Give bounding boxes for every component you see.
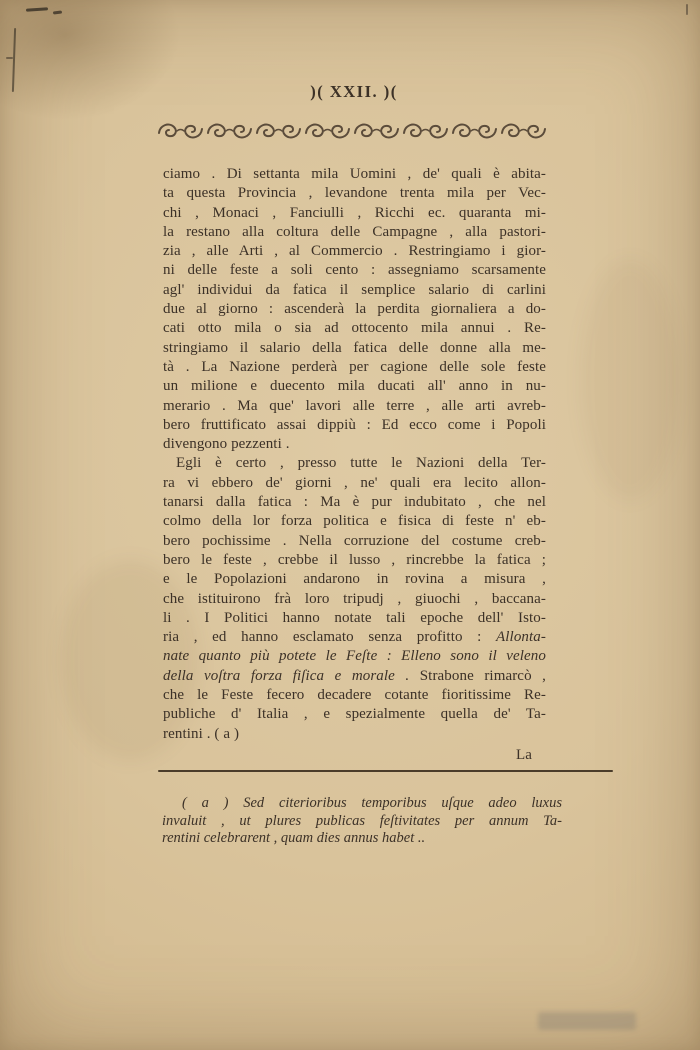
- text-line: [163, 667, 546, 686]
- text-line: [163, 397, 546, 416]
- text-line: [163, 184, 546, 203]
- text-run: bero fruttificato assai dippiù : Ed ecco come i Popoli: [163, 416, 546, 433]
- fleuron-ornament-band: [156, 117, 552, 145]
- text-line: [163, 474, 546, 493]
- text-line: [163, 300, 546, 319]
- text-run: rentini . ( a ): [163, 725, 240, 742]
- text-line: [163, 223, 546, 242]
- body-text: [163, 165, 546, 765]
- text-run: stringiamo il salario della fatica delle donne alla me-: [163, 339, 546, 356]
- footnote-rule: [158, 770, 613, 772]
- text-line: [163, 204, 546, 223]
- text-line: [163, 377, 546, 396]
- text-run: cati otto mila o sia ad ottocento mila annui . Re-: [163, 320, 546, 337]
- text-run: la restano alla coltura delle Campagne , alla pastori-: [163, 223, 546, 240]
- text-line: [163, 435, 546, 454]
- page-number: )( XXII. )(: [310, 82, 398, 101]
- text-run: ta questa Provincia , levandone trenta mila per Vec-: [163, 185, 546, 202]
- text-line: [163, 454, 546, 473]
- catchword: La: [515, 746, 532, 763]
- italic-text: Allonta-: [496, 629, 546, 646]
- paper-stain: [580, 260, 680, 500]
- text-run: due al giorno : ascenderà la perdita giornaliera a do-: [163, 301, 546, 318]
- text-line: [163, 686, 546, 705]
- text-line: [163, 532, 546, 551]
- text-line: [163, 551, 546, 570]
- text-run: che istituirono frà loro tripudj , giuochi , baccana-: [163, 590, 546, 607]
- text-run: colmo della lor forza politica e fisica di feste n' eb-: [163, 513, 546, 530]
- paragraph-2: [163, 454, 546, 743]
- text-run: Egli è certo , presso tutte le Nazioni della Ter-: [176, 455, 546, 472]
- pen-mark: [686, 4, 688, 15]
- italic-text: nate quanto più potete le Feſte : Elleno sono il veleno: [163, 648, 546, 665]
- text-line: [162, 813, 562, 831]
- text-run: tanarsi dalla fatica : Ma è pur indubitato , che nel: [163, 494, 546, 511]
- text-line: [163, 590, 546, 609]
- text-line: [163, 647, 546, 666]
- pen-mark: [6, 57, 13, 59]
- text-line: [163, 358, 546, 377]
- stamp-smudge: [538, 1012, 636, 1030]
- corner-shadow: [0, 0, 180, 120]
- text-line: [163, 609, 546, 628]
- text-run: ra vi ebbero de' giorni , ne' quali era lecito allon-: [163, 474, 546, 491]
- text-line: [163, 512, 546, 531]
- text-line: [163, 705, 546, 724]
- text-run: divengono pezzenti .: [163, 436, 290, 453]
- text-line: [163, 493, 546, 512]
- text-run: tà . La Nazione perderà per cagione delle sole feste: [163, 358, 546, 375]
- text-line: [163, 725, 546, 744]
- text-run: bero pochissime . Nella corruzione del costume creb-: [163, 532, 546, 549]
- text-run: che le Feste fecero decadere cotante fioritissime Re-: [163, 687, 546, 704]
- text-run: li . I Politici hanno notate tali epoche dell' Isto-: [163, 609, 546, 626]
- text-line: [163, 570, 546, 589]
- footnote: [162, 795, 562, 848]
- text-line: [162, 830, 562, 848]
- text-line: [163, 165, 546, 184]
- text-run: invaluit , ut plures publicas feſtivitates per annum Ta-: [162, 812, 562, 829]
- text-run: bero le feste , crebbe il lusso , rincrebbe la fatica ;: [163, 551, 546, 568]
- text-line: [163, 261, 546, 280]
- text-run: ni delle feste a soli cento : assegniamo scarsamente: [163, 262, 546, 279]
- text-run: Strabone rimarcò ,: [419, 667, 546, 684]
- text-line: [163, 281, 546, 300]
- text-line: [163, 242, 546, 261]
- italic-text: della voſtra forza fiſica e morale .: [163, 667, 420, 684]
- paragraph-1: [163, 165, 546, 454]
- text-run: ria , ed hanno esclamato senza profitto :: [163, 629, 497, 646]
- text-line: [162, 795, 562, 813]
- text-run: zia , alle Arti , al Commercio . Restringiamo i gior-: [163, 243, 546, 260]
- text-line: [163, 628, 546, 647]
- text-line: [163, 319, 546, 338]
- text-run: chi , Monaci , Fanciulli , Ricchi ec. quaranta mi-: [163, 204, 546, 221]
- fleuron-ornament-icon: [156, 117, 552, 145]
- text-line: [163, 416, 546, 435]
- text-run: ( a ) Sed citerioribus temporibus uſque adeo luxus: [182, 795, 562, 811]
- text-run: merario . Ma que' lavori alle terre , alle arti avreb-: [163, 397, 546, 414]
- text-run: rentini celebrarent , quam dies annus habet ..: [162, 830, 426, 846]
- text-run: un milione e duecento mila ducati all' anno in nu-: [163, 378, 546, 395]
- text-line: [163, 339, 546, 358]
- text-run: publiche d' Italia , e spezialmente quella de' Ta-: [163, 706, 546, 723]
- text-run: agl' individui da fatica il semplice salario di carlini: [163, 281, 546, 298]
- text-run: e le Popolazioni andarono in rovina a misura ,: [163, 571, 546, 588]
- text-run: ciamo . Di settanta mila Uomini , de' quali è abita-: [163, 166, 546, 182]
